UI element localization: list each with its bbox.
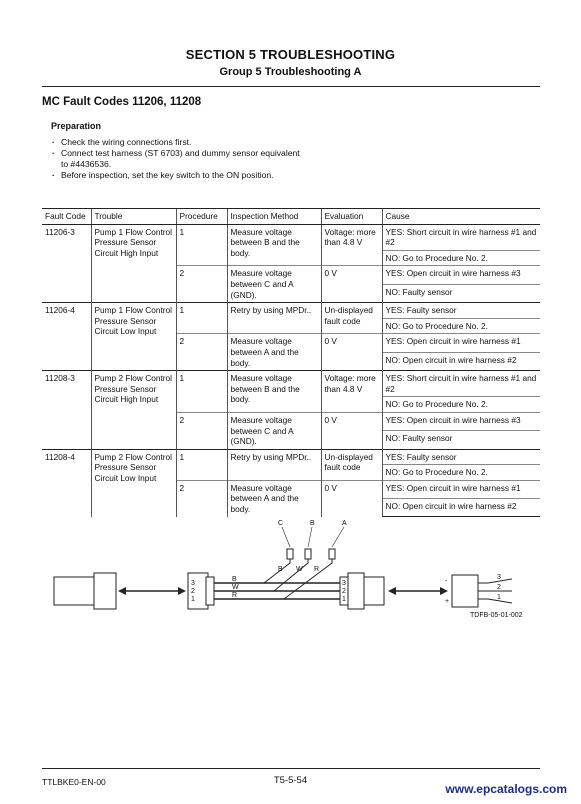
right-pin-label: 2 <box>342 588 346 595</box>
wire-label-w: W <box>232 584 239 591</box>
probe-c <box>287 549 293 559</box>
test-harness-connector-right <box>348 573 364 609</box>
evaluation-cell: Un-displayed fault code <box>321 303 382 334</box>
fault-code-cell: 11206-3 <box>42 224 91 303</box>
col-header-trouble: Trouble <box>91 209 176 225</box>
cause-cell: YES: Open circuit in wire harness #1 <box>382 334 540 352</box>
machine-connector <box>54 577 94 605</box>
preparation-list <box>51 137 301 181</box>
page-number: T5-5-54 <box>273 775 308 786</box>
cause-cell: YES: Short circuit in wire harness #1 and #2 <box>382 371 540 397</box>
probe-a <box>329 549 335 559</box>
machine-connector-housing <box>94 573 116 609</box>
left-pin-label: 1 <box>191 596 195 603</box>
probe-label-a: A <box>342 520 347 527</box>
preparation-item: · Before inspection, set the key switch to the ON position. <box>51 170 301 181</box>
probe-lead-c <box>264 555 290 583</box>
table-row <box>42 371 540 397</box>
evaluation-cell: Un-displayed fault code <box>321 449 382 480</box>
trouble-cell: Pump 2 Flow Control Pressure Sensor Circuit High Input <box>91 371 176 450</box>
preparation-title: Preparation <box>51 121 102 131</box>
left-pin-label: 2 <box>191 588 195 595</box>
procedure-cell: 2 <box>176 266 227 303</box>
cause-cell: YES: Open circuit in wire harness #3 <box>382 412 540 430</box>
table-row <box>42 303 540 319</box>
probe-label-b: B <box>310 520 315 527</box>
harness-diagram <box>42 515 540 630</box>
sensor-pin-label: 2 <box>497 584 501 591</box>
section-title: SECTION 5 TROUBLESHOOTING <box>185 47 396 62</box>
inspection-method-cell: Measure voltage between A and the body. <box>227 334 321 371</box>
procedure-cell: 1 <box>176 224 227 266</box>
cause-cell: YES: Short circuit in wire harness #1 and #2 <box>382 224 540 250</box>
sensor-pin-label: 3 <box>497 574 501 581</box>
pressure-sensor <box>452 575 478 607</box>
cause-cell: YES: Open circuit in wire harness #1 <box>382 480 540 498</box>
footer-rule <box>42 768 540 769</box>
cause-cell: NO: Go to Procedure No. 2. <box>382 250 540 266</box>
col-header-fault-code: Fault Code <box>42 209 91 225</box>
table-row <box>42 449 540 465</box>
cause-cell: NO: Faulty sensor <box>382 284 540 302</box>
header-rule <box>42 86 540 87</box>
wire-label-r: R <box>232 592 238 599</box>
inspection-method-cell: Retry by using MPDr.. <box>227 303 321 334</box>
cause-cell: NO: Faulty sensor <box>382 431 540 449</box>
col-header-inspection-method: Inspection Method <box>227 209 321 225</box>
evaluation-cell: 0 V <box>321 412 382 449</box>
group-title: Group 5 Troubleshooting A <box>219 66 362 78</box>
procedure-cell: 2 <box>176 480 227 516</box>
procedure-cell: 1 <box>176 449 227 480</box>
left-pin-label: 3 <box>191 580 195 587</box>
probe-wire-label-r: R <box>314 566 320 573</box>
cause-cell: YES: Faulty sensor <box>382 303 540 319</box>
procedure-cell: 1 <box>176 303 227 334</box>
inspection-method-cell: Measure voltage between B and the body. <box>227 224 321 266</box>
cause-cell: NO: Open circuit in wire harness #2 <box>382 352 540 370</box>
table-header-row <box>42 209 540 225</box>
cause-cell: NO: Go to Procedure No. 2. <box>382 397 540 413</box>
inspection-method-cell: Retry by using MPDr.. <box>227 449 321 480</box>
col-header-cause: Cause <box>382 209 540 225</box>
sensor-sign-minus: - <box>445 578 448 585</box>
col-header-evaluation: Evaluation <box>321 209 382 225</box>
right-pin-label: 3 <box>342 580 346 587</box>
fault-code-table <box>42 208 540 517</box>
inspection-method-cell: Measure voltage between A and the body. <box>227 480 321 516</box>
figure-id: TDFB-05-01-002 <box>470 612 523 619</box>
evaluation-cell: 0 V <box>321 266 382 303</box>
probe-wire-label-b: B <box>278 566 283 573</box>
document-code: TTLBKE0-EN-00 <box>42 777 106 787</box>
cause-cell: YES: Faulty sensor <box>382 449 540 465</box>
trouble-cell: Pump 2 Flow Control Pressure Sensor Circuit Low Input <box>91 449 176 516</box>
procedure-cell: 2 <box>176 334 227 371</box>
probe-b <box>305 549 311 559</box>
trouble-cell: Pump 1 Flow Control Pressure Sensor Circuit High Input <box>91 224 176 303</box>
cause-cell: YES: Open circuit in wire harness #3 <box>382 266 540 284</box>
procedure-cell: 2 <box>176 412 227 449</box>
trouble-cell: Pump 1 Flow Control Pressure Sensor Circuit Low Input <box>91 303 176 371</box>
sensor-pin-label: 1 <box>497 594 501 601</box>
wire-label-b: B <box>232 576 237 583</box>
fault-code-cell: 11208-4 <box>42 449 91 516</box>
cause-cell: NO: Go to Procedure No. 2. <box>382 465 540 481</box>
fault-code-cell: 11208-3 <box>42 371 91 450</box>
sensor-sign-plus: + <box>445 598 450 605</box>
procedure-cell: 1 <box>176 371 227 413</box>
evaluation-cell: 0 V <box>321 480 382 516</box>
preparation-item: · Check the wiring connections first. <box>51 137 301 148</box>
inspection-method-cell: Measure voltage between C and A (GND). <box>227 412 321 449</box>
cause-cell: NO: Go to Procedure No. 2. <box>382 318 540 334</box>
right-pin-label: 1 <box>342 596 346 603</box>
preparation-item: · Connect test harness (ST 6703) and dummy sensor equivalent to #4436536. <box>51 148 301 170</box>
probe-lead-b <box>274 555 308 591</box>
fault-code-cell: 11206-4 <box>42 303 91 371</box>
evaluation-cell: Voltage: more than 4.8 V <box>321 371 382 413</box>
col-header-procedure: Procedure <box>176 209 227 225</box>
evaluation-cell: Voltage: more than 4.8 V <box>321 224 382 266</box>
inspection-method-cell: Measure voltage between B and the body. <box>227 371 321 413</box>
probe-wire-label-w: W <box>296 566 303 573</box>
cause-cell: NO: Open circuit in wire harness #2 <box>382 499 540 517</box>
inspection-method-cell: Measure voltage between C and A (GND). <box>227 266 321 303</box>
watermark: www.epcatalogs.com <box>445 782 567 796</box>
table-body <box>42 224 540 517</box>
evaluation-cell: 0 V <box>321 334 382 371</box>
probe-label-c: C <box>278 520 284 527</box>
table-row <box>42 224 540 250</box>
page-heading: MC Fault Codes 11206, 11208 <box>42 96 202 108</box>
